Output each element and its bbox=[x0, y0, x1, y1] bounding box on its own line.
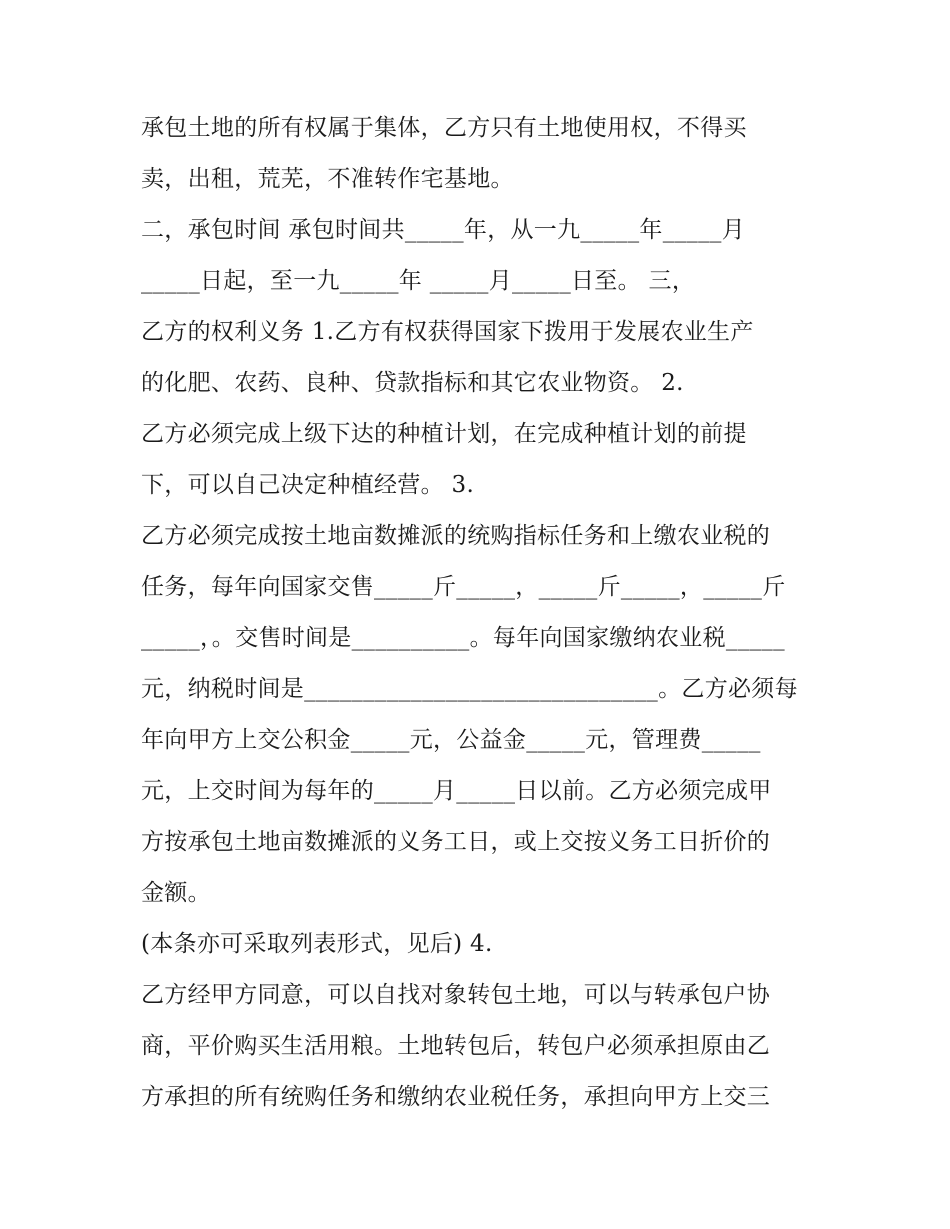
text-line: 卖，出租，荒芜，不准转作宅基地。 bbox=[141, 166, 514, 192]
text-line: 任务，每年向国家交售_____斤_____，_____斤_____，_____斤 bbox=[141, 574, 786, 600]
text-line: 承包土地的所有权属于集体，乙方只有土地使用权，不得买 bbox=[141, 115, 747, 141]
text-line: 下，可以自己决定种植经营。 3. bbox=[141, 472, 475, 498]
text-line: 方按承包土地亩数摊派的义务工日，或上交按义务工日折价的 bbox=[141, 829, 771, 855]
text-line: _____，。交售时间是__________。每年向国家缴纳农业税_____ bbox=[141, 625, 785, 651]
text-line: 乙方的权利义务 1.乙方有权获得国家下拨用于发展农业生产 bbox=[141, 319, 754, 345]
text-line: 乙方必须完成上级下达的种植计划，在完成种植计划的前提 bbox=[141, 421, 747, 447]
text-line: 元，上交时间为每年的_____月_____日以前。乙方必须完成甲 bbox=[141, 778, 772, 804]
contract-text-body bbox=[141, 103, 821, 1123]
text-line: 乙方必须完成按土地亩数摊派的统购指标任务和上缴农业税的 bbox=[141, 523, 771, 549]
text-line: 的化肥、农药、良种、贷款指标和其它农业物资。 2. bbox=[141, 370, 684, 396]
text-line: _____日起，至一九_____年 _____月_____日至。 三， bbox=[141, 268, 696, 294]
text-line: 金额。 bbox=[141, 880, 211, 906]
text-line: 元，纳税时间是______________________________。乙方必须每 bbox=[141, 676, 798, 702]
text-line: 商，平价购买生活用粮。土地转包后，转包户必须承担原由乙 bbox=[141, 1033, 771, 1059]
text-line: 乙方经甲方同意，可以自找对象转包土地，可以与转承包户协 bbox=[141, 982, 771, 1008]
text-line: 年向甲方上交公积金_____元，公益金_____元，管理费_____ bbox=[141, 727, 761, 753]
text-line: 方承担的所有统购任务和缴纳农业税任务，承担向甲方上交三 bbox=[141, 1084, 771, 1110]
text-line: 二，承包时间 承包时间共_____年，从一九_____年_____月 bbox=[141, 217, 746, 243]
text-line: (本条亦可采取列表形式，见后) 4. bbox=[141, 931, 493, 957]
